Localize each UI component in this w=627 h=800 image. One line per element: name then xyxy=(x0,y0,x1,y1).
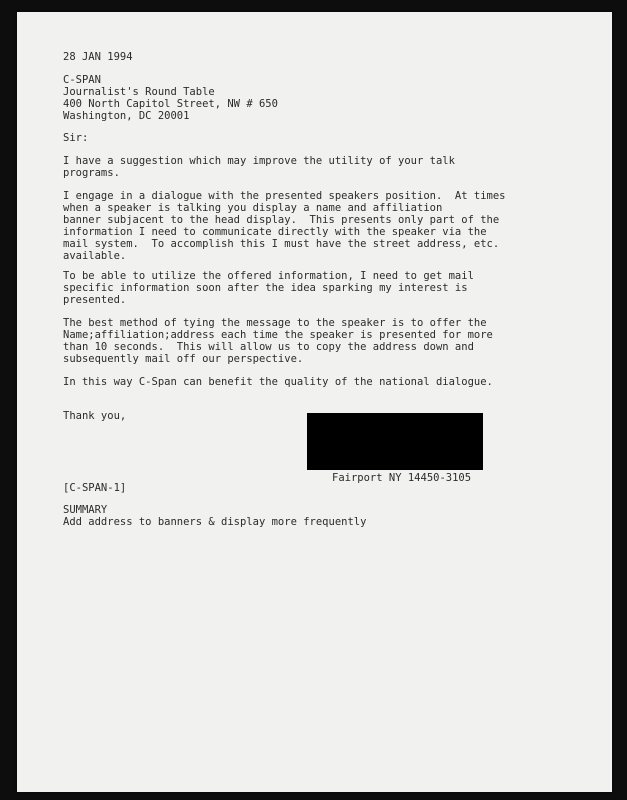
recipient-street: 400 North Capitol Street, NW # 650 xyxy=(63,98,278,110)
paragraph-5: In this way C-Span can benefit the quality of the national dialogue. xyxy=(63,376,493,388)
letter-page xyxy=(17,12,612,792)
recipient-name: C-SPAN xyxy=(63,74,101,86)
reference-code: [C-SPAN-1] xyxy=(63,482,127,494)
paragraph-3: To be able to utilize the offered information, I need to get mail specific information soon after the idea sparking my interest is presented. xyxy=(63,270,474,306)
closing: Thank you, xyxy=(63,410,127,422)
sender-location: Fairport NY 14450-3105 xyxy=(332,472,472,484)
paragraph-1: I have a suggestion which may improve the utility of your talk programs. xyxy=(63,155,455,179)
recipient-city: Washington, DC 20001 xyxy=(63,110,190,122)
paragraph-4: The best method of tying the message to the speaker is to offer the Name;affiliation;address each time the speaker is presented for more than 10 seconds. This will allow us to copy the address down and subsequently mail off our perspective. xyxy=(63,317,493,365)
letter-date: 28 JAN 1994 xyxy=(63,51,133,63)
summary-heading: SUMMARY xyxy=(63,504,108,516)
redaction-block xyxy=(307,413,483,470)
recipient-program: Journalist's Round Table xyxy=(63,86,215,98)
summary-text: Add address to banners & display more frequently xyxy=(63,516,367,528)
salutation: Sir: xyxy=(63,132,89,144)
paragraph-2: I engage in a dialogue with the presented speakers position. At times when a speaker is talking you display a name and affiliation banner subjacent to the head display. This presents only part of the information I need to communicate directly with the speaker via the mail system. To accomplish this I must have the street address, etc. available. xyxy=(63,190,506,262)
